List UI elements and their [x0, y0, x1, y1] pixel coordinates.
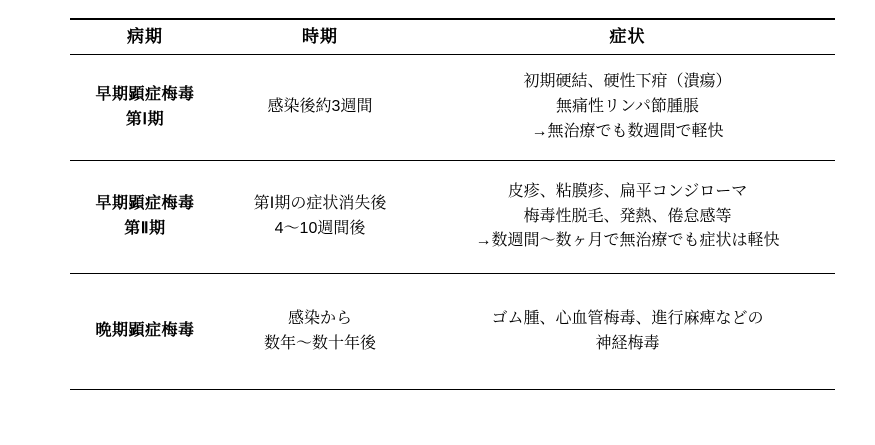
cell-time-line: 数年〜数十年後	[263, 334, 376, 352]
cell-stage	[70, 55, 220, 161]
cell-time	[220, 274, 420, 390]
cell-symptom-line: 皮疹、粘膜疹、扁平コンジローマ	[507, 182, 748, 200]
cell-stage-line: 早期顕症梅毒	[95, 85, 195, 103]
cell-symptom-line: 無痛性リンパ節腫脹	[556, 98, 699, 116]
cell-symptom-line: →無治療でも数週間で軽快	[531, 122, 724, 140]
cell-time-line: 感染から	[287, 309, 352, 327]
cell-stage-line: 晩期顕症梅毒	[95, 322, 195, 340]
cell-symptom-line: 初期硬結、硬性下疳（潰瘍）	[523, 73, 732, 91]
cell-stage-line: 早期顕症梅毒	[95, 195, 195, 213]
table-row	[70, 55, 835, 161]
cell-symptom-line: ゴム腫、心血管梅毒、進行麻痺などの	[491, 309, 764, 327]
cell-time-line: 4〜10週間後	[274, 220, 366, 237]
cell-symptom-line: →数週間〜数ヶ月で無治療でも症状は軽快	[475, 232, 780, 250]
cell-time	[220, 55, 420, 161]
column-header-symptoms: 症状	[420, 19, 835, 55]
cell-symptoms	[420, 274, 835, 390]
column-header-time: 時期	[220, 19, 420, 55]
cell-symptom-line: 神経梅毒	[595, 334, 660, 352]
cell-symptom-line: 梅毒性脱毛、発熱、倦怠感等	[523, 207, 732, 225]
cell-stage	[70, 161, 220, 274]
cell-stage-line: 第Ⅱ期	[124, 220, 166, 237]
cell-time-line: 第Ⅰ期の症状消失後	[253, 195, 387, 213]
column-header-stage: 病期	[70, 19, 220, 55]
cell-time-line: 感染後約3週間	[267, 98, 373, 116]
cell-symptoms	[420, 161, 835, 274]
cell-stage-line: 第Ⅰ期	[125, 110, 165, 128]
table-row	[70, 161, 835, 274]
table-header-row	[70, 19, 835, 55]
cell-stage	[70, 274, 220, 390]
syphilis-symptoms-table	[70, 18, 835, 390]
cell-symptoms	[420, 55, 835, 161]
table-row	[70, 274, 835, 390]
cell-time	[220, 161, 420, 274]
syphilis-symptoms-table-wrapper	[70, 18, 835, 390]
